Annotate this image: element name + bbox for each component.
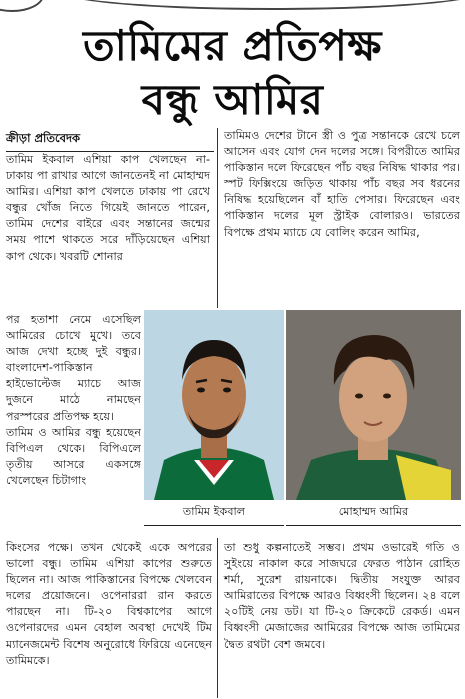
masthead-band <box>0 0 465 14</box>
byline: ক্রীড়া প্রতিবেদক <box>6 130 214 152</box>
paragraph-2: পর হতাশা নেমে এসেছিল আমিরের চোখে মুখে। তবে আজ দেখা হচ্ছে দুই বন্ধুর। বাংলাদেশ-পাকিস্তান হাইভোল্টেজ ম্যাচে আজ দুজনে মাঠে নামছেন পরস্পরের প্রতিপক্ষ হয়ে। <box>6 313 141 423</box>
column-divider <box>217 128 218 308</box>
photo-caption-tamim: তামিম ইকবাল <box>144 503 284 526</box>
paragraph-3: তামিম ও আমির বন্ধু হয়েছেন বিপিএল থেকে। বিপিএলে তৃতীয় আসরে একসঙ্গে খেলেছেন চিটাগাং <box>6 425 141 487</box>
paragraph-4: তামিমও দেশের টানে স্ত্রী ও পুত্র সন্তানকে রেখে চলে আসেন এবং যোগ দেন দলের সঙ্গে। বিপরীতে আমির পাকিস্তান দলে ফিরেছেন পাঁচ বছর নিষিদ্ধ থাকার পর। স্পট ফিক্সিংয়ে জড়িত থাকায় পাঁচ বছর সব ধরনের নিষিদ্ধ হয়েছিলেন বাঁ হাতি পেসার। ফিরেছেন এবং পাকিস্তান দলের মূল স্ট্রাইক বোলারও। ভারতের বিপক্ষে প্রথম ম্যাচে যে বোলিং করেন আমির, <box>224 129 460 239</box>
headline-line-2: বন্ধু আমির <box>141 75 324 124</box>
article-column-bottom-right <box>224 540 460 653</box>
column-divider-bottom <box>217 538 218 698</box>
photo-mohammad-amir <box>286 310 461 500</box>
article-column-left <box>6 152 210 265</box>
article-column-right <box>224 128 460 241</box>
masthead-arc-right <box>55 0 465 10</box>
article-column-bottom-left <box>6 540 212 669</box>
headline-line-1: তামিমের প্রতিপক্ষ <box>83 21 382 70</box>
photo-tamim-iqbal <box>144 310 284 500</box>
portrait-amir <box>286 310 461 500</box>
paragraph-5: কিংসের পক্ষে। তখন থেকেই একে অপরের ভালো বন্ধু। তামিম এশিয়া কাপের শুরুতে ছিলেন না। আজ পাকিস্তানের বিপক্ষে খেলবেন দলের প্রয়োজনে। ওপেনাররা রান করতে পারছেন না। টি-২০ বিশ্বকাপের আগে ওপেনারদের এমন বেহাল অবস্থা দেখেই টিম ম্যানেজমেন্ট বিশেষ অনুরোধে ফিরিয়ে এনেছেন তামিমকে। <box>6 541 212 667</box>
masthead-arc-left <box>0 0 44 12</box>
paragraph-6: তা শুধু কল্পনাতেই সম্ভব। প্রথম ওভারেই গতি ও সুইংয়ে নাকাল করে সাজঘরে ফেরত পাঠান রোহিত শর্মা, সুরেশ রায়নাকে। দ্বিতীয় সংযুক্ত আরব আমিরাতের বিপক্ষে আরও বিধ্বংসী ছিলেন। ২৪ বলে ২০টিই নেয় ডট। যা টি-২০ ক্রিকেটে রেকর্ড। এমন বিধ্বংসী মেজাজের আমিরের বিপক্ষে আজ তামিমের দ্বৈত রথটা বেশ জমবে। <box>224 541 460 651</box>
article-column-left-narrow <box>6 312 141 489</box>
portrait-tamim <box>144 310 284 500</box>
photo-caption-amir: মোহাম্মদ আমির <box>286 503 461 526</box>
paragraph-1: তামিম ইকবাল এশিয়া কাপ খেলছেন না- ঢাকায় পা রাখার আগে জানতেনই না মোহাম্মদ আমির। এশিয়া কাপ খেলতে ঢাকায় পা রেখে বন্ধুর খোঁজ নিতে গিয়েই জানতে পারেন, তামিম দেশের বাইরে এবং সন্তানের জন্মের সময় পাশে থাকতে সরে দাঁড়িয়েছেন এশিয়া কাপ থেকে। খবরটি শোনার <box>6 153 210 263</box>
